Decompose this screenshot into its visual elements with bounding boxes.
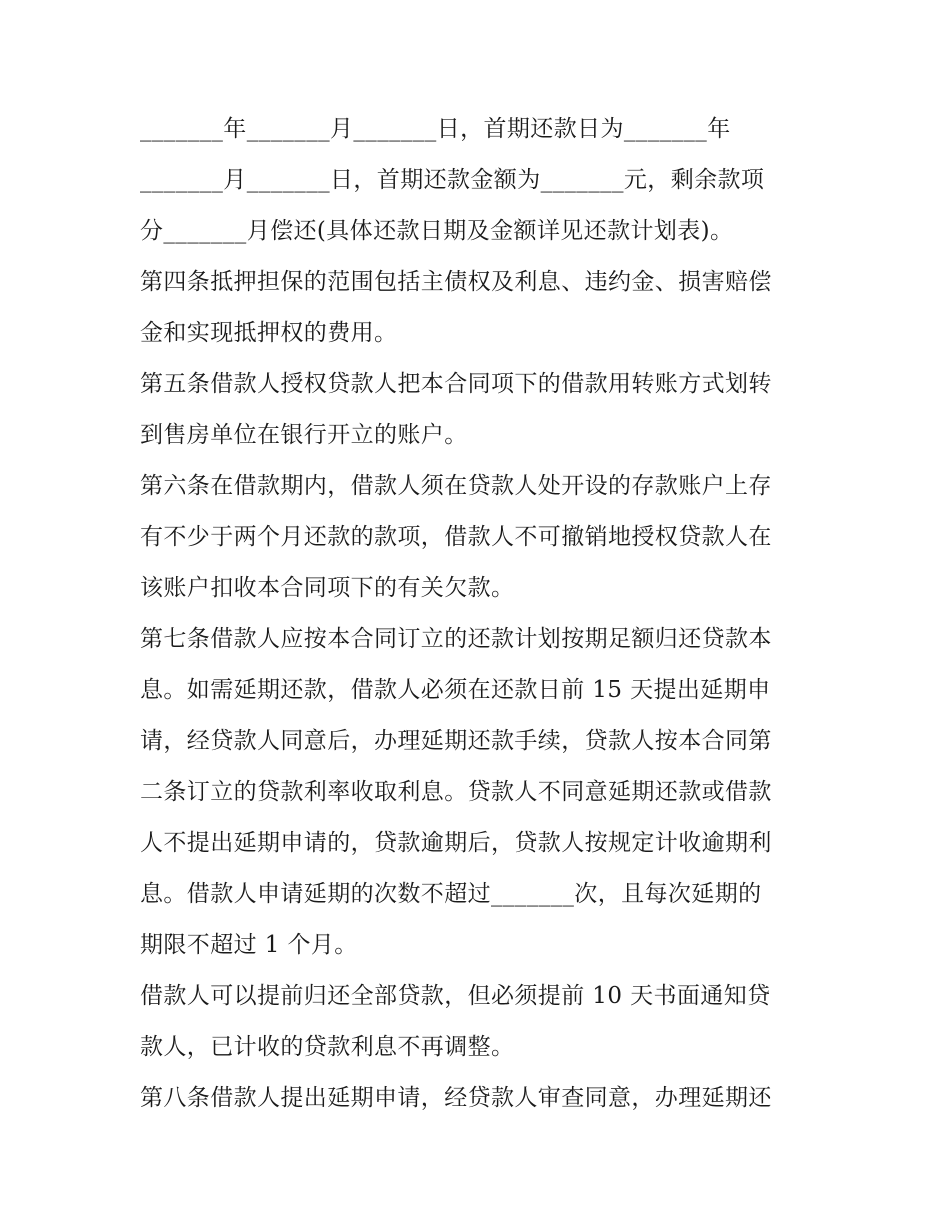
text-line: _______月_______日，首期还款金额为_______元，剩余款项 bbox=[140, 167, 765, 193]
text-line: 人不提出延期申请的，贷款逾期后，贷款人按规定计收逾期利 bbox=[140, 830, 772, 856]
text-line: 息。如需延期还款，借款人必须在还款日前 15 天提出延期申 bbox=[140, 677, 771, 703]
text-line: 第五条借款人授权贷款人把本合同项下的借款用转账方式划转 bbox=[140, 371, 772, 397]
text-line: 款人，已计收的贷款利息不再调整。 bbox=[140, 1034, 515, 1060]
text-line: 息。借款人申请延期的次数不超过_______次，且每次延期的 bbox=[140, 881, 762, 907]
text-line: 有不少于两个月还款的款项，借款人不可撤销地授权贷款人在 bbox=[140, 524, 772, 550]
text-line: 第七条借款人应按本合同订立的还款计划按期足额归还贷款本 bbox=[140, 626, 772, 652]
contract-body bbox=[140, 104, 830, 1124]
text-line: 请，经贷款人同意后，办理延期还款手续，贷款人按本合同第 bbox=[140, 728, 772, 754]
text-line: 第六条在借款期内，借款人须在贷款人处开设的存款账户上存 bbox=[140, 473, 772, 499]
text-line: 该账户扣收本合同项下的有关欠款。 bbox=[140, 575, 515, 601]
text-line: _______年_______月_______日，首期还款日为_______年 bbox=[140, 116, 731, 142]
text-line: 金和实现抵押权的费用。 bbox=[140, 320, 398, 346]
text-line: 借款人可以提前归还全部贷款，但必须提前 10 天书面通知贷 bbox=[140, 983, 771, 1009]
text-line: 分_______月偿还(具体还款日期及金额详见还款计划表)。 bbox=[140, 218, 734, 244]
text-line: 二条订立的贷款利率收取利息。贷款人不同意延期还款或借款 bbox=[140, 779, 772, 805]
text-line: 期限不超过 1 个月。 bbox=[140, 932, 358, 958]
text-line: 到售房单位在银行开立的账户。 bbox=[140, 422, 468, 448]
text-line: 第四条抵押担保的范围包括主债权及利息、违约金、损害赔偿 bbox=[140, 269, 772, 295]
text-line: 第八条借款人提出延期申请，经贷款人审查同意，办理延期还 bbox=[140, 1085, 772, 1111]
